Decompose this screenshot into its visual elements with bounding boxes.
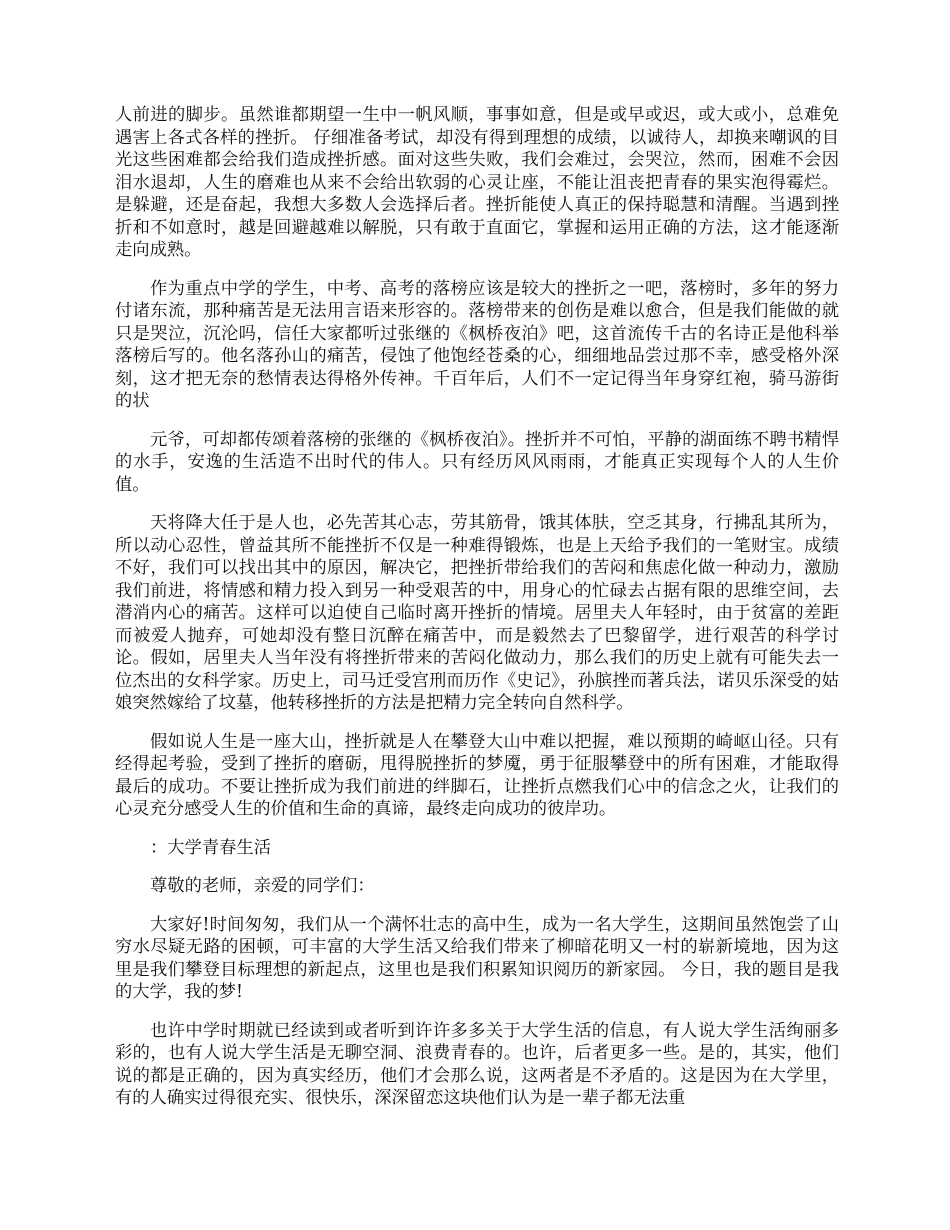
document-body bbox=[115, 104, 839, 1126]
paragraph-greeting: 大家好!时间匆匆，我们从一个满怀壮志的高中生，成为一名大学生，这期间虽然饱尝了山穷水尽疑无路的困顿，可丰富的大学生活又给我们带来了柳暗花明又一村的崭新境地，因为这里是我们攀登目标理想的新起点，这里也是我们积累知识阅历的新家园。 今日，我的题目是我的大学，我的梦! bbox=[115, 914, 839, 1002]
paragraph-zhang-ji: 元爷，可却都传颂着落榜的张继的《枫桥夜泊》。挫折并不可怕，平静的湖面练不聘书精悍的水手，安逸的生活造不出时代的伟人。只有经历风风雨雨，才能真正实现每个人的人生价值。 bbox=[115, 429, 839, 495]
paragraph-mountain-metaphor: 假如说人生是一座大山，挫折就是人在攀登大山中难以把握，难以预期的崎岖山径。只有经得起考验，受到了挫折的磨砺，甩得脱挫折的梦魇，勇于征服攀登中的所有困难，才能取得最后的成功。不要让挫折成为我们前进的绊脚石，让挫折点燃我们心中的信念之火，让我们的心灵充分感受人生的价值和生命的真谛，最终走向成功的彼岸功。 bbox=[115, 731, 839, 819]
salutation: 尊敬的老师，亲爱的同学们： bbox=[150, 876, 375, 896]
paragraph-university-life: 也许中学时期就已经读到或者听到许许多多关于大学生活的信息，有人说大学生活绚丽多彩的，也有人说大学生活是无聊空洞、浪费青春的。也许，后者更多一些。是的，其实，他们说的都是正确的，因为真实经历，他们才会那么说，这两者是不矛盾的。这是因为在大学里，有的人确实过得很充实、很快乐，深深留恋这块他们认为是一辈子都无法重 bbox=[115, 1020, 839, 1108]
paragraph-exam-failure: 作为重点中学的学生，中考、高考的落榜应该是较大的挫折之一吧，落榜时，多年的努力付诸东流，那种痛苦是无法用言语来形容的。落榜带来的创伤是难以愈合，但是我们能做的就只是哭泣，沉沦吗，信任大家都听过张继的《枫桥夜泊》吧，这首流传千古的名诗正是他科举落榜后写的。他名落孙山的痛苦，侵蚀了他饱经苍桑的心，细细地品尝过那不幸，感受格外深刻，这才把无奈的愁情表达得格外传神。千百年后，人们不一定记得当年身穿红袍，骑马游街的状 bbox=[115, 278, 839, 411]
paragraph-setbacks-intro: 人前进的脚步。虽然谁都期望一生中一帆风顺，事事如意，但是或早或迟，或大或小，总难免遇害上各式各样的挫折。 仔细准备考试，却没有得到理想的成绩，以诚待人，却换来嘲讽的目光这些困难都会给我们造成挫折感。面对这些失败，我们会难过，会哭泣，然而，困难不会因泪水退却，人生的磨难也从来不会给出软弱的心灵让座，不能让沮丧把青春的果实泡得霉烂。是躲避，还是奋起，我想大多数人会选择后者。挫折能使人真正的保持聪慧和清醒。当遇到挫折和不如意时，越是回避越难以解脱，只有敢于直面它，掌握和运用正确的方法，这才能逐渐走向成熟。 bbox=[115, 105, 839, 260]
section-heading: ：大学青春生活 bbox=[150, 837, 271, 858]
paragraph-great-responsibility: 天将降大任于是人也，必先苦其心志，劳其筋骨，饿其体肤，空乏其身，行拂乱其所为，所以动心忍性，曾益其所不能挫折不仅是一种难得锻炼，也是上天给予我们的一笔财宝。成绩不好，我们可以找出其中的原因，解决它，把挫折带给我们的苦闷和焦虑化做一种动力，激励我们前进，将情感和精力投入到另一种受艰苦的中，用身心的忙碌去占据有限的思维空间，去潜消内心的痛苦。这样可以迫使自己临时离开挫折的情境。居里夫人年轻时，由于贫富的差距而被爱人抛弃，可她却没有整日沉醉在痛苦中，而是毅然去了巴黎留学，进行艰苦的科学讨论。假如，居里夫人当年没有将挫折带来的苦闷化做动力，那么我们的历史上就有可能失去一位杰出的女科学家。历史上，司马迁受宫刑而历作《史记》，孙膑挫而著兵法，诺贝乐深受的姑娘突然嫁给了坟墓，他转移挫折的方法是把精力完全转向自然科学。 bbox=[115, 513, 839, 713]
